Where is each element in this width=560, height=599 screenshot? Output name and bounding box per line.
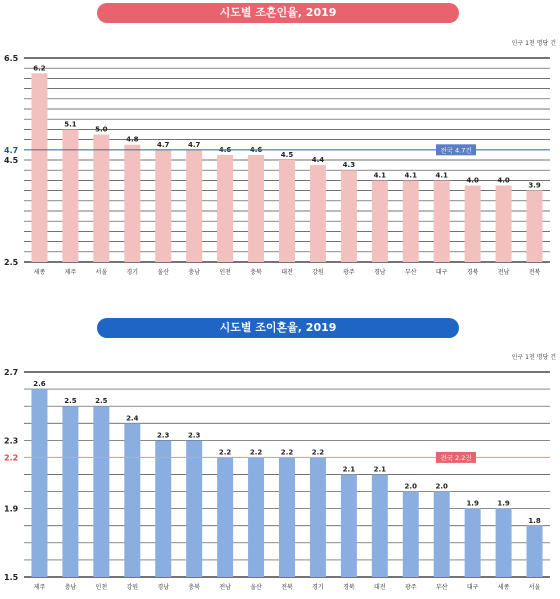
bar	[465, 186, 481, 263]
data-label: 2.5	[95, 397, 108, 406]
category-label: 세종	[33, 269, 46, 276]
bar	[403, 492, 419, 577]
bar	[93, 135, 109, 263]
data-label: 2.1	[342, 465, 356, 474]
data-label: 1.9	[497, 499, 510, 508]
bar	[62, 406, 78, 577]
bar	[496, 509, 512, 577]
category-label: 울산	[157, 269, 170, 276]
category-label: 전북	[281, 584, 293, 591]
category-label: 경기	[312, 584, 324, 591]
bar	[217, 155, 233, 262]
reference-axis-label: 2.2	[4, 453, 19, 463]
category-label: 울산	[250, 584, 262, 591]
category-label: 경남	[157, 584, 170, 591]
reference-axis-label: 4.7	[4, 145, 19, 155]
data-label: 4.7	[187, 140, 201, 149]
data-label: 4.0	[497, 176, 510, 185]
category-label: 경북	[466, 269, 479, 276]
category-label: 강원	[126, 584, 139, 591]
data-label: 2.1	[373, 465, 387, 474]
category-label: 충북	[188, 584, 200, 591]
bar	[372, 180, 388, 262]
category-label: 대전	[374, 584, 386, 591]
data-label: 5.0	[95, 125, 108, 134]
category-label: 대구	[466, 584, 479, 591]
bar	[248, 155, 264, 262]
data-label: 4.1	[435, 171, 448, 180]
category-label: 인천	[95, 584, 108, 591]
marriage-rate-chart-panel	[0, 0, 560, 290]
data-label: 5.1	[64, 120, 77, 129]
bar	[527, 526, 543, 577]
marriage-rate-bar-chart	[0, 0, 560, 290]
bar	[186, 150, 202, 262]
data-label: 2.2	[311, 448, 325, 457]
category-label: 부산	[435, 584, 448, 591]
category-label: 대전	[281, 269, 293, 276]
data-label: 2.0	[435, 482, 448, 491]
category-label: 광주	[343, 269, 355, 276]
data-label: 4.8	[126, 135, 139, 144]
category-label: 경북	[343, 584, 355, 591]
bar	[527, 191, 543, 262]
category-label: 광주	[404, 584, 417, 591]
reference-label: 전국 2.2건	[440, 453, 472, 462]
bar	[434, 492, 450, 577]
bar	[310, 457, 326, 577]
data-label: 4.7	[157, 140, 170, 149]
bar	[31, 73, 47, 262]
y-tick-label: 4.5	[4, 156, 19, 165]
category-label: 전남	[219, 584, 231, 591]
y-tick-label: 1.9	[4, 504, 19, 514]
y-tick-label: 2.7	[4, 368, 19, 377]
bar	[279, 457, 295, 577]
category-label: 전북	[528, 269, 541, 276]
bar	[341, 475, 357, 578]
data-label: 2.5	[64, 397, 77, 406]
category-label: 제주	[33, 584, 46, 591]
category-label: 세종	[497, 584, 510, 591]
chart-title: 시도별 조혼인율, 2019	[97, 3, 459, 23]
data-label: 4.0	[466, 176, 479, 185]
data-label: 1.8	[528, 516, 541, 525]
divorce-rate-bar-chart	[0, 310, 560, 599]
data-label: 4.5	[280, 151, 294, 159]
category-label: 부산	[404, 269, 417, 276]
bar	[186, 440, 202, 577]
category-label: 전남	[497, 269, 510, 276]
data-label: 6.2	[33, 64, 46, 73]
category-label: 경남	[374, 269, 386, 276]
category-label: 충남	[64, 584, 77, 591]
bar	[124, 423, 140, 577]
bar	[279, 160, 295, 262]
data-label: 4.3	[342, 161, 356, 170]
divorce-rate-chart-panel	[0, 310, 560, 599]
bar	[341, 170, 357, 262]
bar	[310, 165, 326, 262]
data-label: 2.3	[157, 431, 170, 440]
bar	[248, 457, 264, 577]
data-label: 4.1	[373, 171, 387, 180]
data-label: 4.6	[249, 145, 263, 154]
data-label: 2.0	[404, 482, 417, 491]
category-label: 경기	[126, 269, 139, 276]
bar	[31, 389, 47, 577]
data-label: 2.2	[280, 448, 294, 457]
y-tick-label: 6.5	[4, 54, 19, 63]
bar	[496, 186, 512, 263]
category-label: 충남	[188, 269, 200, 276]
data-label: 2.2	[218, 448, 232, 457]
bar	[434, 180, 450, 262]
category-label: 대구	[435, 269, 448, 276]
category-label: 인천	[219, 269, 231, 276]
category-label: 강원	[312, 269, 324, 276]
bar	[93, 406, 109, 577]
unit-label: 인구 1천 명당 건	[511, 354, 556, 361]
data-label: 4.4	[311, 156, 325, 165]
data-label: 1.9	[466, 499, 479, 508]
y-tick-label: 1.5	[4, 573, 19, 582]
unit-label: 인구 1천 명당 건	[511, 40, 556, 47]
data-label: 4.1	[404, 171, 417, 180]
bar	[217, 457, 233, 577]
data-label: 3.9	[528, 181, 541, 190]
reference-label: 전국 4.7건	[440, 146, 472, 155]
category-label: 충북	[250, 269, 262, 276]
data-label: 2.4	[126, 414, 139, 423]
y-tick-label: 2.3	[4, 436, 19, 446]
bar	[155, 150, 171, 262]
category-label: 제주	[64, 269, 77, 276]
data-label: 2.6	[33, 380, 46, 389]
y-tick-label: 2.5	[4, 258, 19, 267]
bar	[403, 180, 419, 262]
category-label: 서울	[528, 584, 541, 591]
bar	[465, 509, 481, 577]
chart-title: 시도별 조이혼율, 2019	[97, 318, 459, 338]
bar	[372, 475, 388, 578]
data-label: 2.3	[187, 431, 201, 440]
data-label: 4.6	[218, 145, 232, 154]
bar	[124, 145, 140, 262]
data-label: 2.2	[249, 448, 263, 457]
bar	[155, 440, 171, 577]
category-label: 서울	[95, 269, 108, 276]
